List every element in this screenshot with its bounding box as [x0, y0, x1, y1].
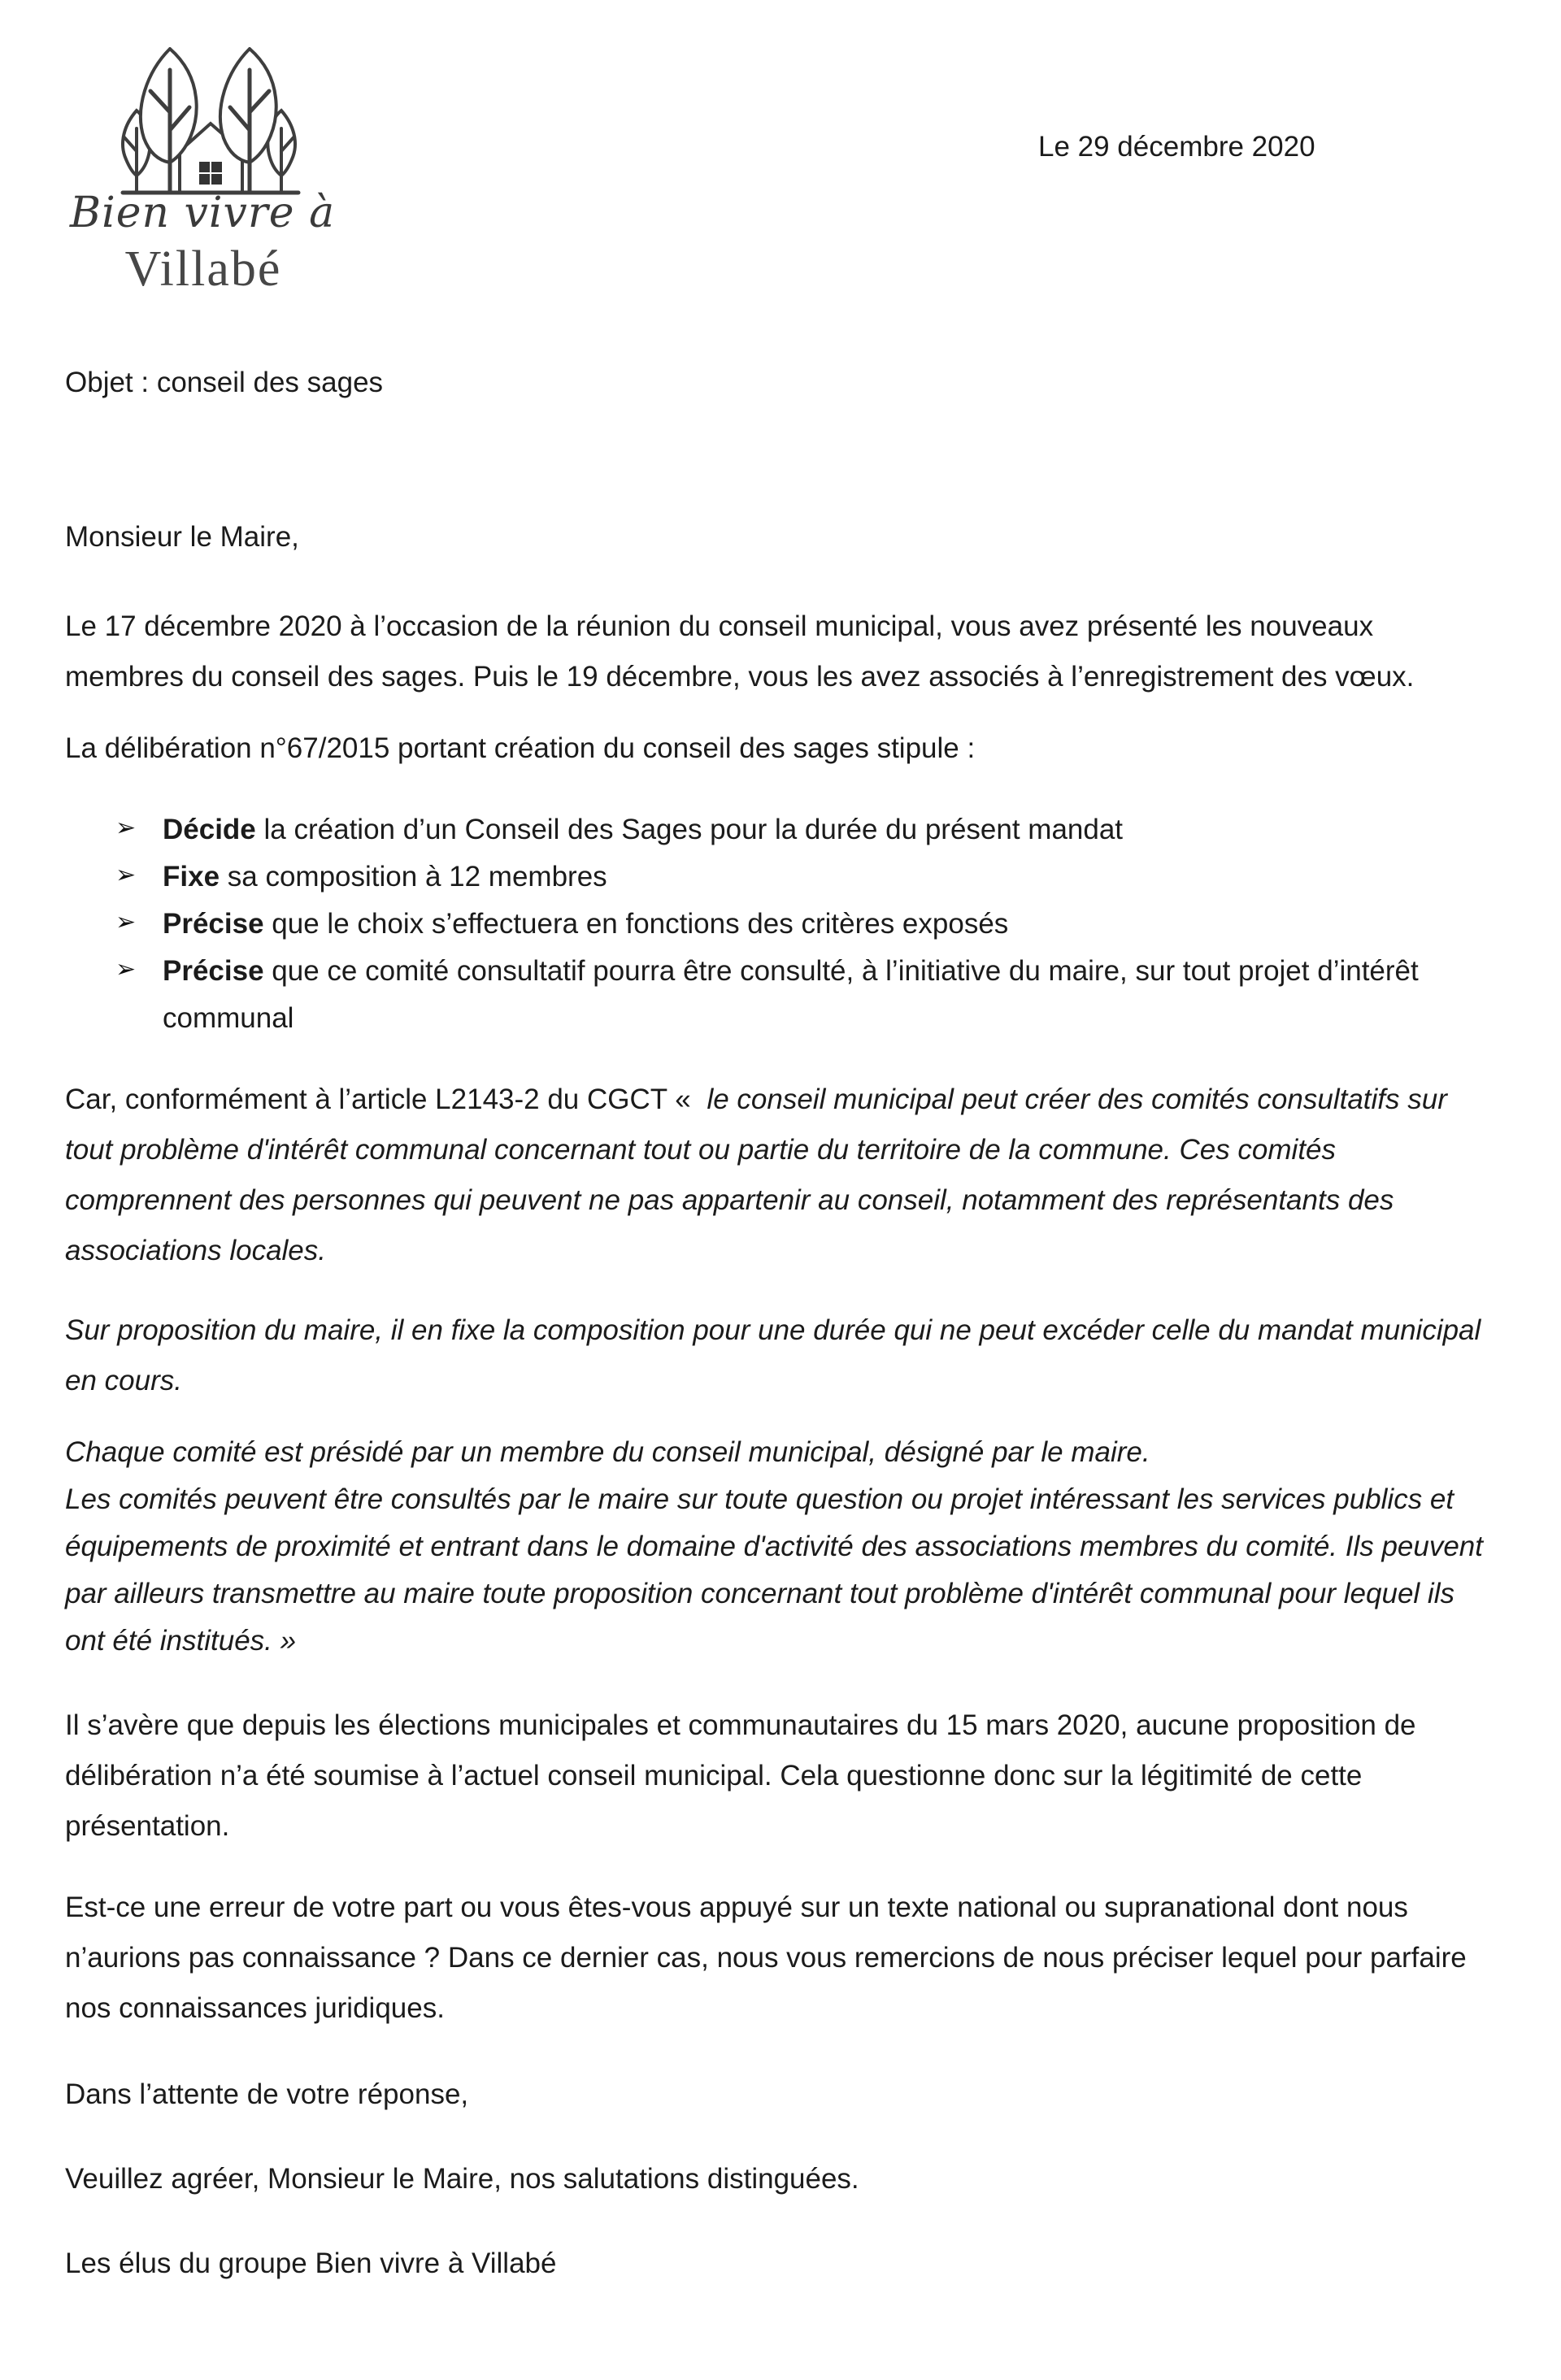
bullet-item-decide [65, 806, 1484, 853]
logo [61, 41, 346, 317]
bullet-item-precise-1 [65, 901, 1484, 948]
bullet-item-fixe [65, 853, 1484, 901]
letter-content [65, 358, 1484, 2289]
bullet-text: que ce comité consultatif pourra être consulté, à l’initiative du maire, sur tout projet d’intérêt communal [163, 955, 1419, 1034]
bullet-lead: Précise [163, 955, 264, 987]
paragraph-legal-citation [65, 1075, 1484, 1276]
legal-intro: Car, conformément à l’article L2143-2 du CGCT « [65, 1084, 699, 1115]
legal-quote-1: le conseil municipal peut créer des comités consultatifs sur tout problème d'intérêt communal concernant tout ou partie du territoire de la commune. Ces comités comprennent des personnes qui peuvent ne pas appartenir au conseil, notamment des représentants des associations locales. [65, 1084, 1447, 1266]
paragraph-intro: Le 17 décembre 2020 à l’occasion de la réunion du conseil municipal, vous avez présenté les nouveaux membres du conseil des sages. Puis le 19 décembre, vous les avez associés à l’enregistrement des vœux. [65, 610, 1415, 693]
bullet-text: sa composition à 12 membres [227, 861, 607, 892]
bullet-lead: Fixe [163, 861, 220, 892]
bullet-text: la création d’un Conseil des Sages pour la durée du présent mandat [263, 814, 1124, 845]
bullet-text: que le choix s’effectuera en fonctions des critères exposés [272, 908, 1009, 940]
logo-script-text: Bien vivre à [69, 189, 336, 237]
bullet-lead: Décide [163, 814, 256, 845]
legal-quote-2: Sur proposition du maire, il en fixe la composition pour une durée qui ne peut excéder celle du mandat municipal en cours. [65, 1314, 1481, 1396]
bullet-list [65, 806, 1484, 1042]
salutation: Monsieur le Maire, [65, 521, 299, 553]
arrow-bullet-icon: ➢ [115, 909, 137, 936]
arrow-bullet-icon: ➢ [115, 862, 137, 888]
letter-date: Le 29 décembre 2020 [1038, 131, 1315, 163]
logo-city-name: Villabé [124, 241, 282, 297]
paragraph-deliberation: La délibération n°67/2015 portant création du conseil des sages stipule : [65, 732, 976, 764]
paragraph-question: Est-ce une erreur de votre part ou vous êtes-vous appuyé sur un texte national ou supranational dont nous n’aurions pas connaissance ? Dans ce dernier cas, nous vous remercions de nous préciser lequel pour parfaire nos connaissances juridiques. [65, 1891, 1467, 2024]
closing-salutation: Veuillez agréer, Monsieur le Maire, nos salutations distinguées. [65, 2163, 859, 2195]
paragraph-elections: Il s’avère que depuis les élections municipales et communautaires du 15 mars 2020, aucune proposition de délibération n’a été soumise à l’actuel conseil municipal. Cela questionne donc sur la légitimité de cette présentation. [65, 1709, 1416, 1842]
arrow-bullet-icon: ➢ [115, 814, 137, 841]
closing-wait: Dans l’attente de votre réponse, [65, 2078, 469, 2110]
bullet-lead: Précise [163, 908, 264, 940]
bullet-item-precise-2 [65, 948, 1484, 1042]
legal-quote-4: Les comités peuvent être consultés par le maire sur toute question ou projet intéressant les services publics et équipements de proximité et entrant dans le domaine d'activité des associations membres du comité. Ils peuvent par ailleurs transmettre au maire toute proposition concernant tout problème d'intérêt communal pour lequel ils ont été institués. » [65, 1483, 1484, 1657]
subject-line: Objet : conseil des sages [65, 367, 384, 398]
arrow-bullet-icon: ➢ [115, 956, 137, 983]
signature: Les élus du groupe Bien vivre à Villabé [65, 2248, 557, 2279]
legal-quote-3: Chaque comité est présidé par un membre du conseil municipal, désigné par le maire. [65, 1436, 1150, 1468]
trees-house-icon [116, 47, 304, 199]
